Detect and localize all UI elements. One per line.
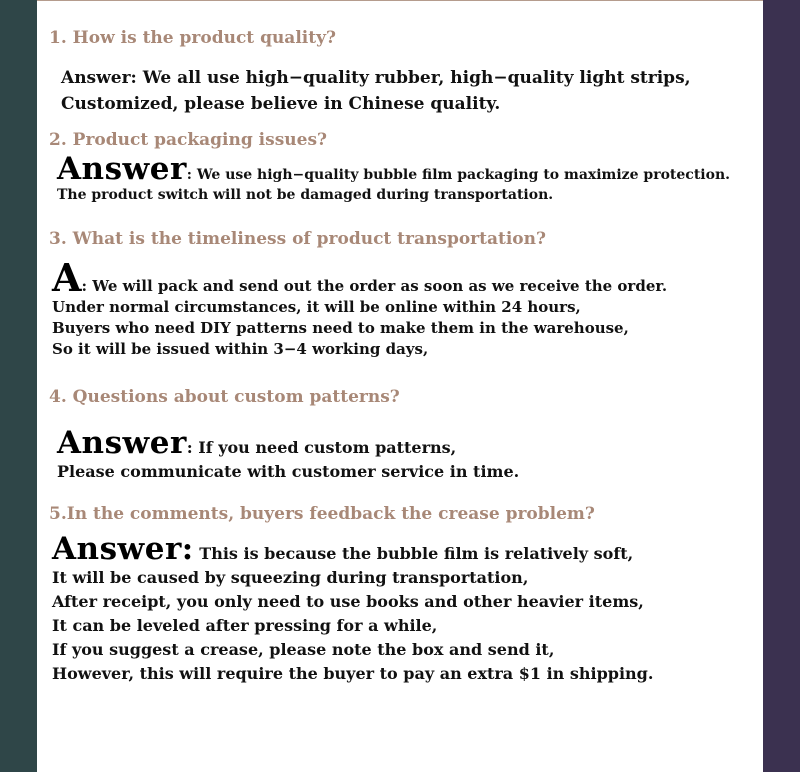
faq-question-2: 2. Product packaging issues?	[49, 130, 327, 150]
faq-question-3: 3. What is the timeliness of product transportation?	[49, 229, 546, 249]
answer-line: : We will pack and send out the order as soon as we receive the order.	[81, 277, 668, 295]
answer-line: However, this will require the buyer to pay an extra $1 in shipping.	[52, 664, 654, 683]
answer-line: Under normal circumstances, it will be online within 24 hours,	[52, 298, 581, 316]
answer-line: Please communicate with customer service in time.	[57, 462, 520, 481]
answer-line: After receipt, you only need to use books and other heavier items,	[52, 592, 644, 611]
answer-lead: Answer	[57, 425, 187, 461]
right-border-bar	[763, 0, 800, 772]
faq-panel	[37, 0, 763, 772]
answer-line: : We use high−quality bubble film packaging to maximize protection.	[186, 167, 730, 183]
faq-question-4: 4. Questions about custom patterns?	[49, 387, 400, 407]
faq-question-5: 5.In the comments, buyers feedback the crease problem?	[49, 504, 595, 524]
answer-lead: A	[52, 255, 82, 300]
answer-lead: Answer:	[52, 531, 194, 567]
answer-line: It will be caused by squeezing during transportation,	[52, 568, 529, 587]
answer-line: It can be leveled after pressing for a while,	[52, 616, 438, 635]
left-border-bar	[0, 0, 37, 772]
answer-line: Answer: We all use high−quality rubber, high−quality light strips,	[61, 68, 691, 88]
answer-lead: Answer	[57, 151, 187, 187]
faq-answer-2	[57, 151, 730, 205]
answer-line: If you suggest a crease, please note the box and send it,	[52, 640, 555, 659]
faq-answer-5	[52, 531, 654, 686]
answer-line: Buyers who need DIY patterns need to make them in the warehouse,	[52, 319, 629, 337]
answer-line: Customized, please believe in Chinese quality.	[61, 94, 501, 114]
faq-answer-3	[52, 255, 668, 360]
answer-line: So it will be issued within 3−4 working days,	[52, 340, 429, 358]
faq-question-1: 1. How is the product quality?	[49, 28, 336, 48]
faq-answer-1	[61, 65, 691, 117]
answer-line: : If you need custom patterns,	[186, 438, 457, 457]
answer-line: This is because the bubble film is relatively soft,	[193, 544, 634, 563]
answer-line: The product switch will not be damaged during transportation.	[57, 187, 554, 203]
faq-answer-4	[57, 425, 520, 484]
